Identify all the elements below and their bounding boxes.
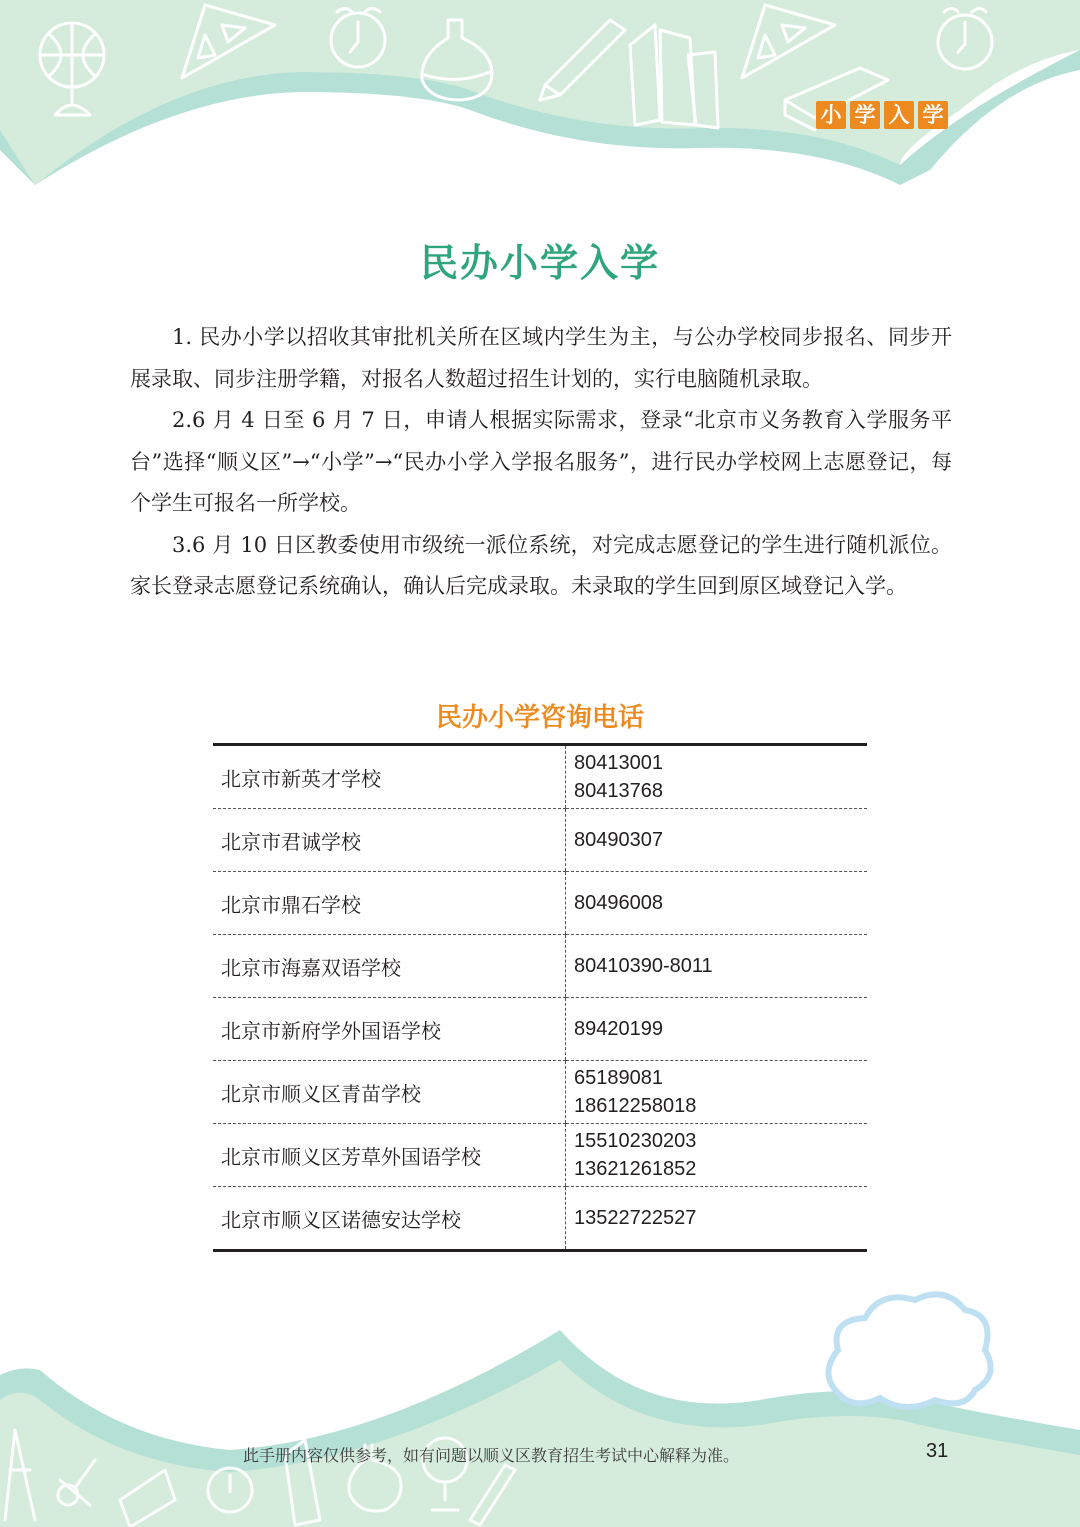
table-row [213, 1124, 867, 1187]
school-name: 北京市新英才学校 [213, 745, 566, 809]
phone-number: 15510230203 [574, 1130, 697, 1152]
table-row [213, 745, 867, 809]
section-badge [816, 101, 948, 129]
table-row [213, 1061, 867, 1124]
phone-number: 80410390-8011 [574, 955, 713, 977]
phone-number: 13621261852 [574, 1158, 697, 1180]
phone-cell [566, 1187, 868, 1251]
phone-cell [566, 872, 868, 935]
school-name: 北京市新府学外国语学校 [213, 998, 566, 1061]
phone-number: 13522722527 [574, 1207, 697, 1229]
table-row [213, 935, 867, 998]
table-row [213, 809, 867, 872]
table-title: 民办小学咨询电话 [435, 703, 644, 733]
phone-cell [566, 1124, 868, 1187]
section-badge-char: 入 [884, 101, 914, 129]
table-row [213, 998, 867, 1061]
body-text [130, 317, 952, 608]
page-title: 民办小学入学 [419, 241, 660, 285]
section-badge-char: 学 [918, 101, 948, 129]
phone-cell [566, 998, 868, 1061]
phone-cell [566, 745, 868, 809]
school-name: 北京市顺义区芳草外国语学校 [213, 1124, 566, 1187]
cloud-icon [828, 1294, 990, 1407]
footer-note: 此手册内容仅供参考，如有问题以顺义区教育招生考试中心解释为准。 [243, 1446, 740, 1465]
phone-cell [566, 1061, 868, 1124]
school-name: 北京市海嘉双语学校 [213, 935, 566, 998]
contact-table [213, 743, 867, 1252]
table-row [213, 1187, 867, 1251]
section-badge-char: 小 [816, 101, 846, 129]
paragraph-3: 3.6 月 10 日区教委使用市级统一派位系统，对完成志愿登记的学生进行随机派位。家长登录志愿登记系统确认，确认后完成录取。未录取的学生回到原区域登记入学。 [130, 532, 952, 598]
school-name: 北京市鼎石学校 [213, 872, 566, 935]
phone-number: 65189081 [574, 1067, 663, 1089]
paragraph-2: 2.6 月 4 日至 6 月 7 日，申请人根据实际需求，登录“北京市义务教育入学服务平台”选择“顺义区”→“小学”→“民办小学入学报名服务”，进行民办学校网上志愿登记，每个学生可报名一所学校。 [130, 408, 952, 515]
phone-cell [566, 809, 868, 872]
school-name: 北京市顺义区青苗学校 [213, 1061, 566, 1124]
phone-number: 80413001 [574, 752, 663, 774]
page-number: 31 [926, 1440, 949, 1462]
school-name: 北京市君诚学校 [213, 809, 566, 872]
paragraph-1: 1. 民办小学以招收其审批机关所在区域内学生为主，与公办学校同步报名、同步开展录取、同步注册学籍，对报名人数超过招生计划的，实行电脑随机录取。 [130, 325, 952, 391]
phone-number: 89420199 [574, 1018, 663, 1040]
phone-number: 18612258018 [574, 1095, 697, 1117]
school-name: 北京市顺义区诺德安达学校 [221, 1209, 461, 1232]
top-wave-decoration [0, 0, 1080, 185]
table-row [213, 872, 867, 935]
phone-number: 80496008 [574, 892, 663, 914]
phone-cell [566, 935, 868, 998]
phone-number: 80490307 [574, 829, 663, 851]
phone-number: 80413768 [574, 780, 663, 802]
section-badge-char: 学 [850, 101, 880, 129]
